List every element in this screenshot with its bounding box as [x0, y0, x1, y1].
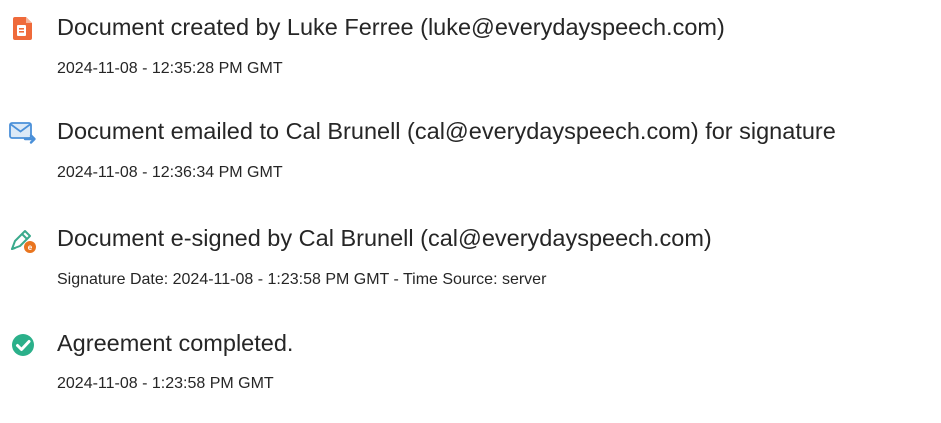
event-timestamp: 2024-11-08 - 12:36:34 PM GMT	[57, 164, 283, 181]
event-timestamp: 2024-11-08 - 12:35:28 PM GMT	[57, 60, 283, 77]
document-created-icon	[8, 13, 38, 43]
email-sent-icon	[8, 117, 38, 147]
event-title: Document e-signed by Cal Brunell (cal@everydayspeech.com)	[57, 225, 712, 251]
event-timestamp: Signature Date: 2024-11-08 - 1:23:58 PM GMT - Time Source: server	[57, 271, 547, 288]
check-circle-icon	[8, 330, 38, 360]
event-agreement-completed	[0, 328, 941, 408]
event-document-signed	[0, 220, 941, 300]
event-timestamp: 2024-11-08 - 1:23:58 PM GMT	[57, 375, 274, 392]
event-document-created	[0, 8, 941, 88]
event-title: Document created by Luke Ferree (luke@everydayspeech.com)	[57, 14, 725, 40]
event-title: Agreement completed.	[57, 330, 294, 356]
svg-text:e: e	[27, 243, 33, 252]
e-sign-pen-icon	[8, 225, 38, 255]
event-title: Document emailed to Cal Brunell (cal@everydayspeech.com) for signature	[57, 118, 836, 144]
event-document-emailed	[0, 112, 941, 192]
